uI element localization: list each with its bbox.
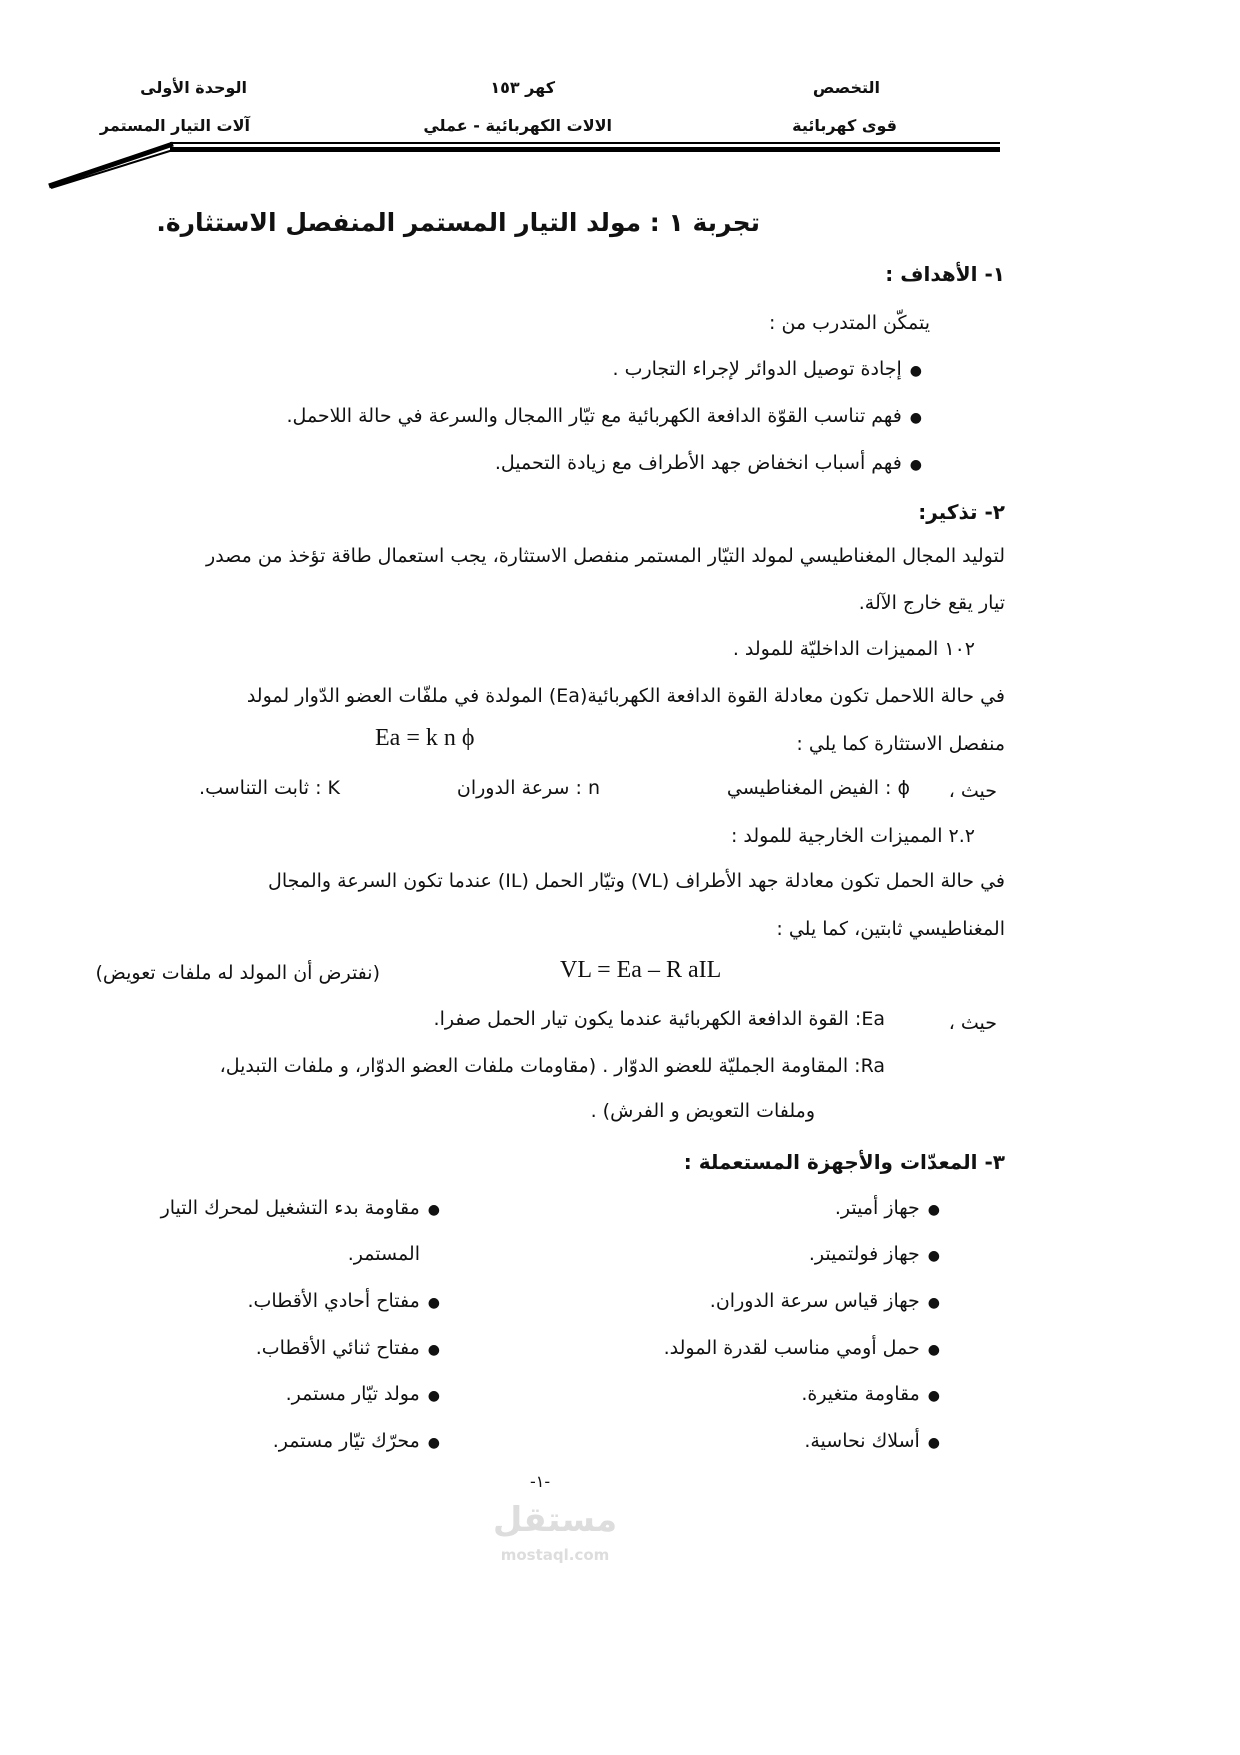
header-diagonal-rule — [45, 140, 175, 190]
header-specialty: قوى كهربائية — [792, 116, 897, 135]
phi-definition: ϕ : الفيض المغناطيسي — [726, 777, 910, 799]
subheading-internal: ١٠٢ المميزات الداخليّة للمولد . — [732, 638, 975, 660]
equipment-item: ● مقاومة بدء التشغيل لمحرك التيار — [161, 1197, 440, 1219]
paragraph: لتوليد المجال المغناطيسي لمولد التيّار المستمر منفصل الاستثارة، يجب استعمال طاقة تؤخذ من مصدر — [206, 545, 1005, 567]
equipment-item: ● جهاز أميتر. — [835, 1197, 940, 1219]
equipment-item: ● مقاومة متغيرة. — [801, 1383, 940, 1405]
watermark-url: mostaql.com — [500, 1546, 610, 1564]
equipment-item: ● محرّك تيّار مستمر. — [273, 1430, 440, 1452]
objective-item: ● فهم أسباب انخفاض جهد الأطراف مع زيادة التحميل. — [495, 452, 922, 474]
section-2-heading: ٢- تذكير: — [918, 500, 1005, 524]
where-label: حيث ، — [948, 1012, 997, 1034]
header-course-code: كهر ١٥٣ — [490, 78, 555, 97]
assumption-note: (نفترض أن المولد له ملفات تعويض) — [95, 962, 380, 984]
objectives-intro: يتمكّن المتدرب من : — [769, 312, 930, 334]
header-rule-thin — [170, 142, 1000, 144]
equation-vl: VL = Ea – R aIL — [560, 957, 722, 983]
equipment-item: ● جهاز فولتميتر. — [809, 1243, 940, 1265]
subheading-external: ٢.٢ المميزات الخارجية للمولد : — [730, 825, 975, 847]
equation-ea: Ea = k n ϕ — [375, 725, 475, 751]
ra-definition-cont: وملفات التعويض و الفرش) . — [590, 1100, 815, 1122]
n-definition: n : سرعة الدوران — [456, 777, 600, 799]
header-specialty-label: التخصص — [812, 78, 880, 97]
section-3-heading: ٣- المعدّات والأجهزة المستعملة : — [683, 1150, 1005, 1174]
header-unit-title: آلات التيار المستمر — [99, 116, 250, 135]
where-label: حيث ، — [948, 780, 997, 802]
paragraph: منفصل الاستثارة كما يلي : — [796, 733, 1005, 755]
equipment-item: ● جهاز قياس سرعة الدوران. — [710, 1290, 940, 1312]
page-number: -١- — [530, 1472, 551, 1491]
equipment-item: ● مولد تيّار مستمر. — [286, 1383, 440, 1405]
objective-item: ● إجادة توصيل الدوائر لإجراء التجارب . — [612, 358, 922, 380]
ea-definition: Ea: القوة الدافعة الكهربائية عندما يكون تيار الحمل صفرا. — [433, 1008, 885, 1030]
header-rule-thick — [170, 147, 1000, 152]
header-unit: الوحدة الأولى — [140, 78, 247, 97]
section-1-heading: ١- الأهداف : — [885, 262, 1005, 286]
paragraph: في حالة اللاحمل تكون معادلة القوة الدافعة الكهربائية(Ea) المولدة في ملفّات العضو الدّوار لمولد — [246, 685, 1005, 707]
paragraph: تيار يقع خارج الآلة. — [858, 592, 1005, 614]
watermark-logo: مستقل — [492, 1500, 618, 1540]
equipment-item: ● مفتاح أحادي الأقطاب. — [247, 1290, 440, 1312]
paragraph: في حالة الحمل تكون معادلة جهد الأطراف (VL) وتيّار الحمل (IL) عندما تكون السرعة والمجال — [268, 870, 1005, 892]
ra-definition: Ra: المقاومة الجمليّة للعضو الدوّار . (مقاومات ملفات العضو الدوّار، و ملفات التبديل، — [219, 1055, 885, 1077]
paragraph: المغناطيسي ثابتين، كما يلي : — [776, 918, 1005, 940]
page-title: تجربة ١ : مولد التيار المستمر المنفصل الاستثارة. — [156, 208, 760, 237]
equipment-item: ● حمل أومي مناسب لقدرة المولد. — [664, 1337, 940, 1359]
equipment-item: ● أسلاك نحاسية. — [804, 1430, 940, 1452]
equipment-item: ● مفتاح ثنائي الأقطاب. — [256, 1337, 440, 1359]
k-definition: K : ثابت التناسب. — [199, 777, 340, 799]
header-course-name: الالات الكهربائية - عملي — [423, 116, 612, 135]
objective-item: ● فهم تناسب القوّة الدافعة الكهربائية مع تيّار االمجال والسرعة في حالة اللاحمل. — [287, 405, 922, 427]
equipment-item-cont: المستمر. — [347, 1243, 420, 1265]
